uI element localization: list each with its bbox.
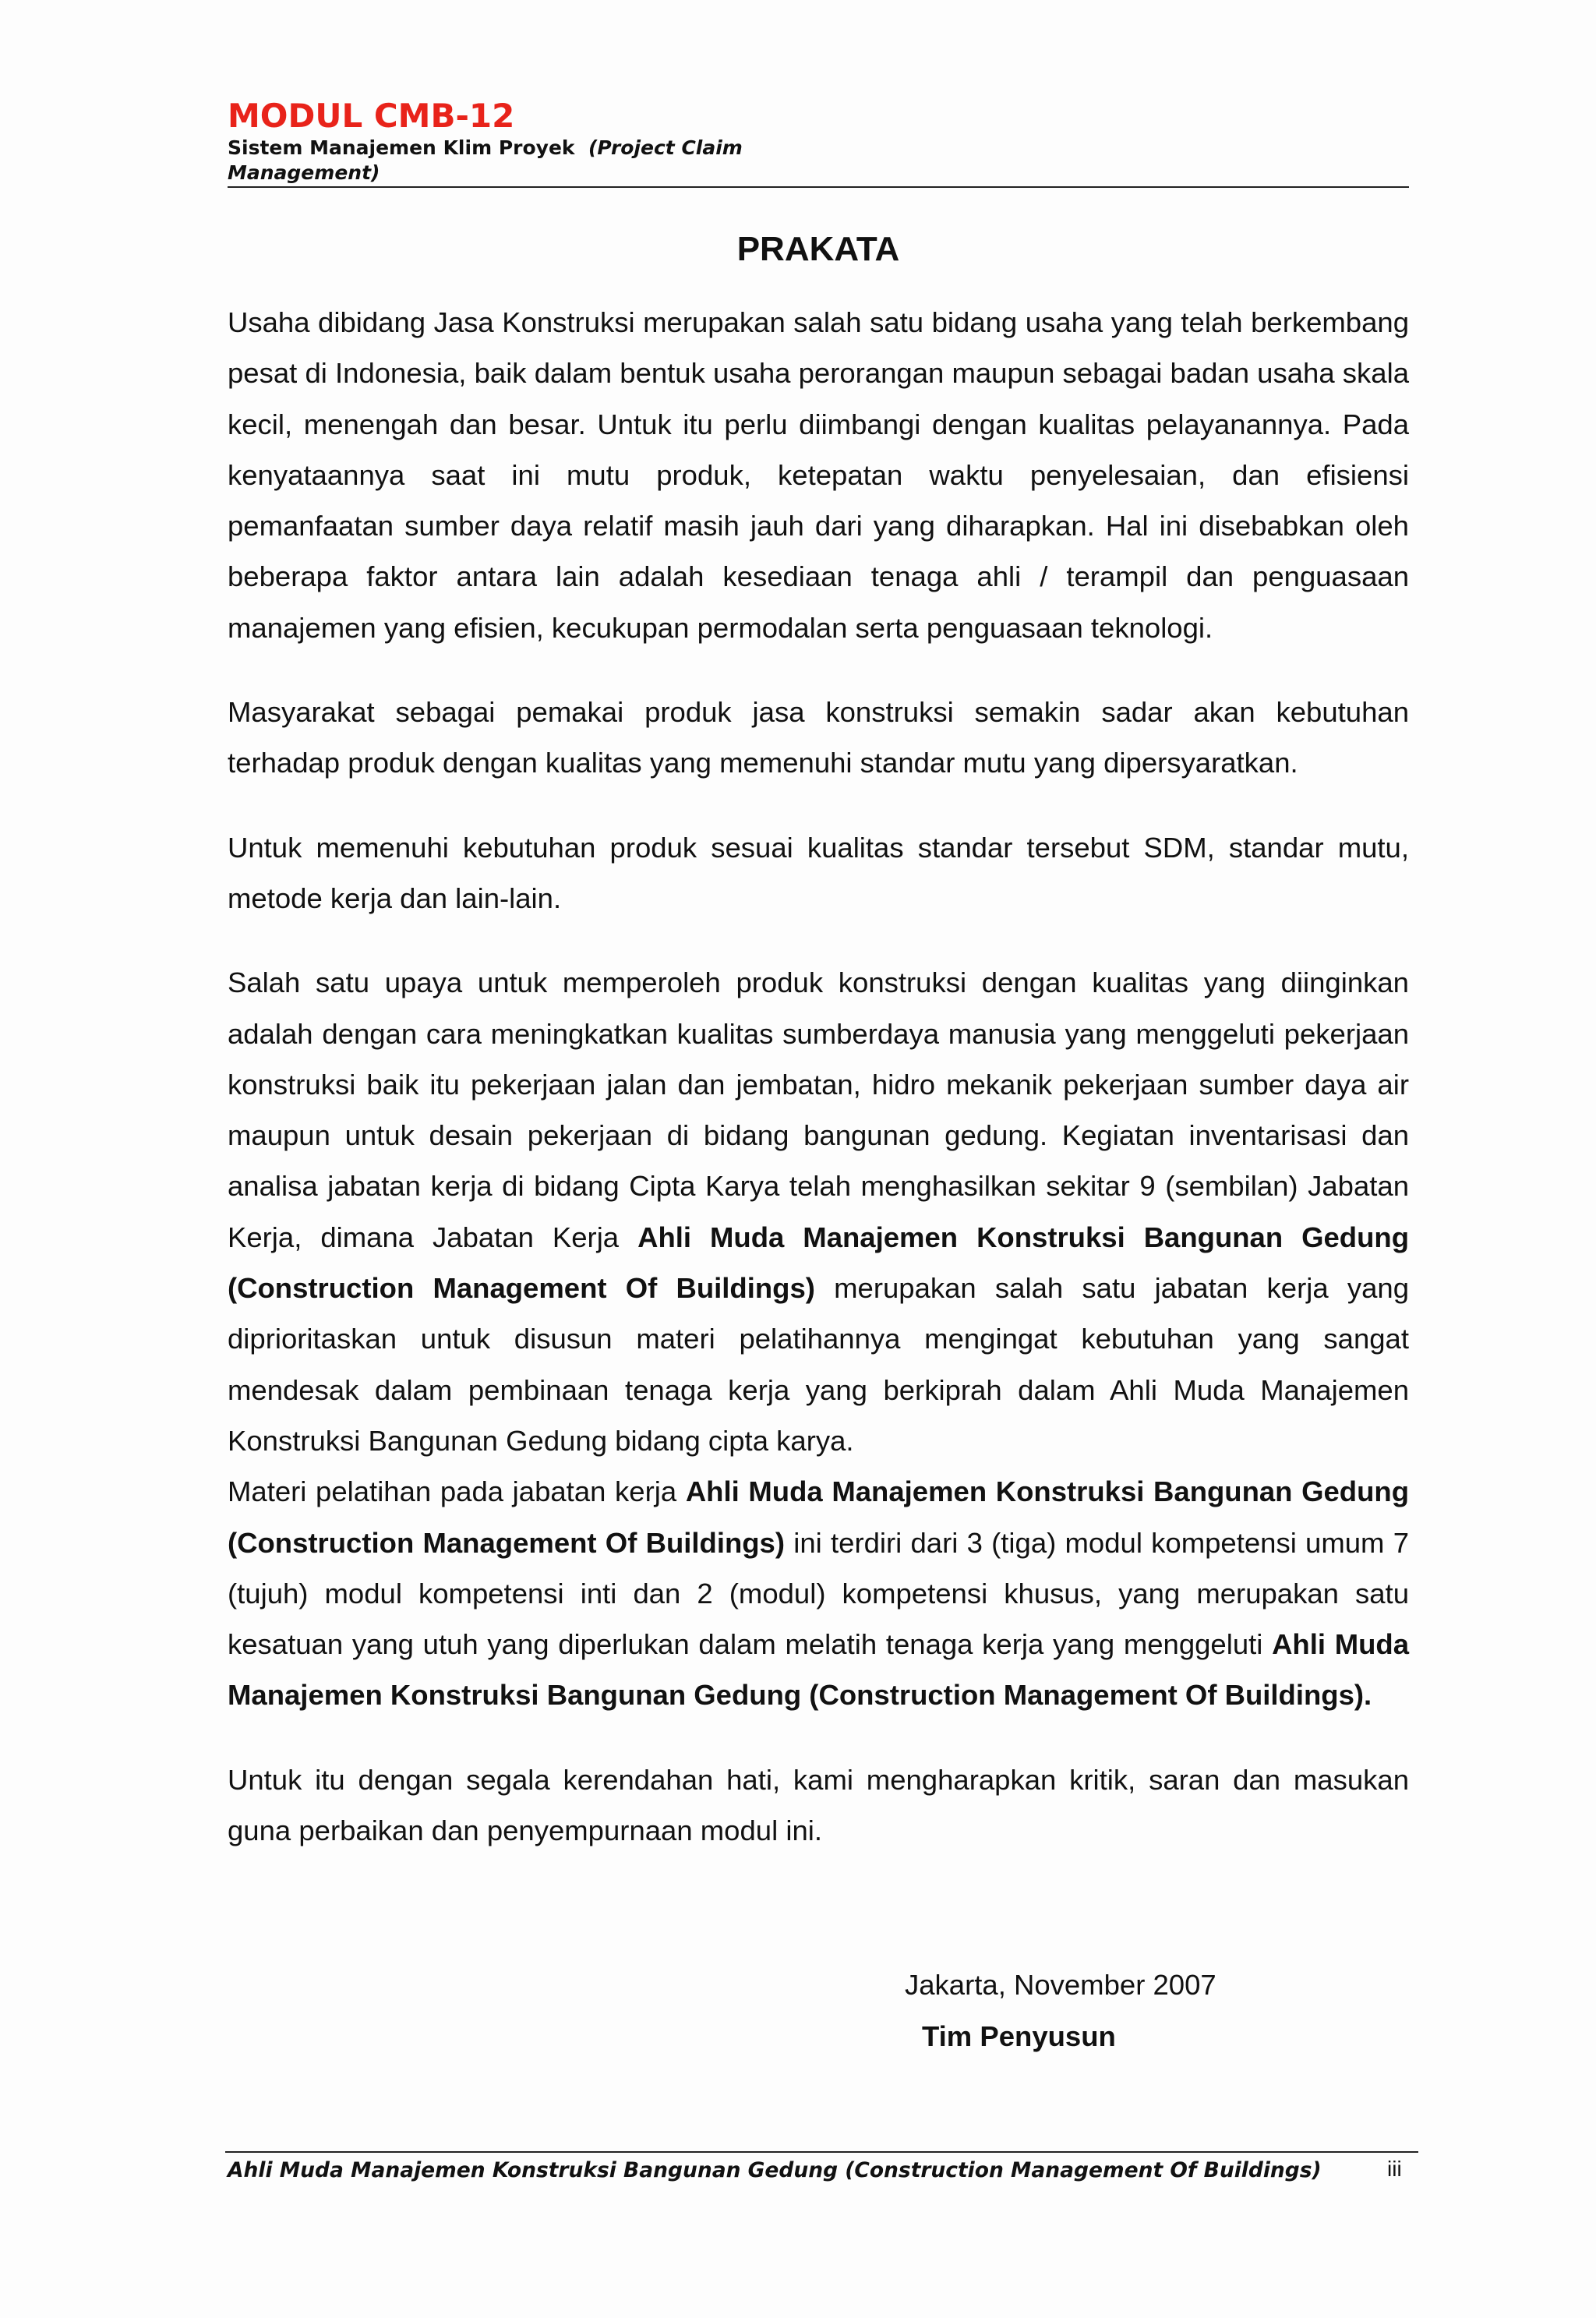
- body-text: [228, 297, 1409, 1856]
- paragraph-5-job-title-2: Ahli Muda Manajemen Konstruksi Bangunan Gedung (Construction Management Of Buildings).: [228, 1628, 1410, 1712]
- paragraph-5-text-a: Materi pelatihan pada jabatan kerja: [228, 1475, 686, 1508]
- footer-divider: [225, 2151, 1418, 2153]
- paragraph-5: [228, 1466, 1409, 1720]
- paragraph-3: Untuk memenuhi kebutuhan produk sesuai kualitas standar tersebut SDM, standar mutu, metode kerja dan lain-lain.: [228, 831, 1409, 914]
- header-divider: [228, 186, 1409, 188]
- paragraph-6: Untuk itu dengan segala kerendahan hati, kami mengharapkan kritik, saran dan masukan guna perbaikan dan penyempurnaan modul ini.: [228, 1763, 1409, 1847]
- module-subtitle-id: Sistem Manajemen Klim Proyek: [228, 136, 575, 159]
- footer-text: Ahli Muda Manajemen Konstruksi Bangunan Gedung (Construction Management Of Buildings): [228, 2158, 1322, 2182]
- paragraph-4: [228, 957, 1409, 1466]
- signature-team: Tim Penyusun: [922, 2020, 1116, 2052]
- page-title: PRAKATA: [736, 230, 900, 268]
- signature-place-date: Jakarta, November 2007: [905, 1969, 1216, 2001]
- paragraph-5-job-title: Ahli Muda Manajemen Konstruksi Bangunan Gedung (Construction Management Of Buildings): [228, 1475, 1409, 1559]
- paragraph-4-job-title: Ahli Muda Manajemen Konstruksi Bangunan Gedung (Construction Management Of Buildings): [228, 1221, 1409, 1305]
- page-number: iii: [1387, 2157, 1402, 2181]
- paragraph-4-text-c: merupakan salah satu jabatan kerja yang diprioritaskan untuk disusun materi pelatihannya mengingat kebutuhan yang sangat mendesak dalam pembinaan tenaga kerja yang berkiprah dalam Ahli Muda Manajemen Konstruksi Bangunan Gedung bidang cipta karya.: [228, 1272, 1409, 1457]
- paragraph-4-text-a: Salah satu upaya untuk memperoleh produk konstruksi dengan kualitas yang diinginkan adalah dengan cara meningkatkan kualitas sumberdaya manusia yang menggeluti pekerjaan konstruksi baik itu pekerjaan jalan dan jembatan, hidro mekanik pekerjaan sumber daya air maupun untuk desain pekerjaan di bidang bangunan gedung. Kegiatan inventarisasi dan analisa jabatan kerja di bidang Cipta Karya telah menghasilkan sekitar 9 (sembilan) Jabatan Kerja, dimana Jabatan Kerja: [228, 966, 1409, 1253]
- paragraph-1: Usaha dibidang Jasa Konstruksi merupakan salah satu bidang usaha yang telah berkembang pesat di Indonesia, baik dalam bentuk usaha perorangan maupun sebagai badan usaha skala kecil, menengah dan besar. Untuk itu perlu diimbangi dengan kualitas pelayanannya. Pada kenyataannya saat ini mutu produk, ketepatan waktu penyelesaian, dan efisiensi pemanfaatan sumber daya relatif masih jauh dari yang diharapkan. Hal ini disebabkan oleh beberapa faktor antara lain adalah kesediaan tenaga ahli / terampil dan penguasaan manajemen yang efisien, kecukupan permodalan serta penguasaan teknologi.: [228, 306, 1409, 644]
- module-subtitle-en: (Project Claim Management): [228, 136, 743, 184]
- module-title: MODUL CMB-12: [228, 97, 515, 135]
- paragraph-2: Masyarakat sebagai pemakai produk jasa konstruksi semakin sadar akan kebutuhan terhadap produk dengan kualitas yang memenuhi standar mutu yang dipersyaratkan.: [228, 696, 1409, 779]
- module-subtitle: [228, 136, 789, 186]
- paragraph-5-text-c: ini terdiri dari 3 (tiga) modul kompetensi umum 7 (tujuh) modul kompetensi inti dan 2 (modul) kompetensi khusus, yang merupakan satu kesatuan yang utuh yang diperlukan dalam melatih tenaga kerja yang menggeluti: [228, 1526, 1409, 1661]
- page-header: [228, 97, 1409, 186]
